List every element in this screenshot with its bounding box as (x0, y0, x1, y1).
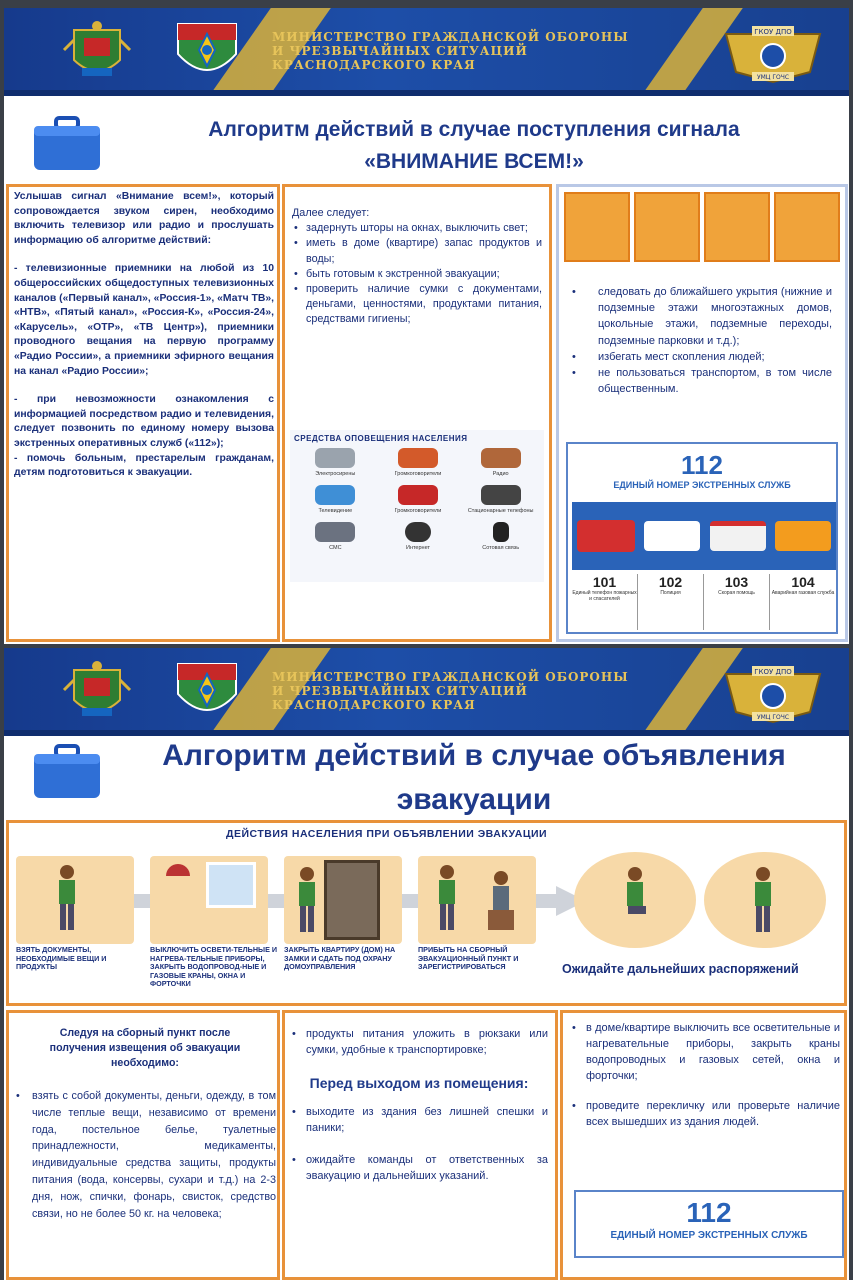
page-title: Алгоритм действий в случае поступления сигнала «ВНИМАНИЕ ВСЕМ!» (208, 118, 740, 173)
loudspeaker-icon (398, 448, 438, 468)
step-caption: ВЗЯТЬ ДОКУМЕНТЫ, НЕОБХОДИМЫЕ ВЕЩИ И ПРОДУКТЫ (16, 945, 107, 971)
list-item: • проведите перекличку или проверьте наличие всех вышедших из здания людей. (570, 1098, 840, 1130)
await-instructions: Ожидайте дальнейших распоряжений (562, 962, 799, 976)
ambulance-icon (710, 521, 766, 551)
next-steps-heading: Далее следует: (292, 207, 370, 219)
list-item: • взять с собой документы, деньги, одежду, в том числе теплые вещи, независимо от времени года, постельное белье, туалетные принадлежности, медикаменты, индивидуальные средства защиты, продукты питания (вода, консервы, сухари и т.д.) на 2-3 дня, нож, спички, фонарь, свисток, средство связи, но не более 50 кг. на человека; (14, 1088, 276, 1222)
notification-item: Сотовая связь (459, 522, 542, 551)
notification-item: Интернет (377, 522, 460, 551)
list-item: • задернуть шторы на окнах, выключить свет; (292, 221, 542, 236)
clothes-icon (704, 192, 770, 262)
service-cell: 103 Скорая помощь (704, 574, 770, 630)
mchs-shield-icon (172, 20, 242, 86)
phone-icon (481, 485, 521, 505)
action-icons-row (564, 192, 840, 262)
list-item: • избегать мест скопления людей; (570, 349, 832, 365)
actions-title: ДЕЙСТВИЯ НАСЕЛЕНИЯ ПРИ ОБЪЯВЛЕНИИ ЭВАКУАЦИИ (226, 828, 548, 840)
badge-bottom-text: УМЦ ГОЧС (756, 74, 790, 81)
emergency-112-panel (566, 442, 838, 634)
step-caption: ЗАКРЫТЬ КВАРТИРУ (ДОМ) НА ЗАМКИ И СДАТЬ ПОД ОХРАНУ ДОМОУПРАВЛЕНИЯ (284, 945, 396, 971)
list-item: • в доме/квартире выключить все осветительные и нагревательные приборы, закрыть краны водопроводных и газовых сетей, окна и форточки; (570, 1020, 840, 1084)
emergency-label: ЕДИНЫЙ НОМЕР ЭКСТРЕННЫХ СЛУЖБ (610, 1230, 808, 1241)
emergency-112-panel (574, 1190, 844, 1258)
column-right-text (570, 284, 832, 397)
megaphone-icon (398, 485, 438, 505)
step-caption: ПРИБЫТЬ НА СБОРНЫЙ ЭВАКУАЦИОННЫЙ ПУНКТ И ЗАРЕГИСТРИРОВАТЬСЯ (418, 945, 519, 971)
service-cell: 101 Единый телефон пожарных и спасателей (572, 574, 638, 630)
list-item: • иметь в доме (квартире) запас продуктов и воды; (292, 236, 542, 266)
emergency-number: 112 (681, 450, 723, 480)
step-evacuation-point (418, 856, 536, 944)
header-band (4, 8, 849, 96)
await-walking (704, 852, 826, 948)
mchs-shield-icon (172, 660, 242, 726)
door-icon (324, 860, 380, 940)
notification-item: Телевидение (294, 485, 377, 514)
supplies-icon (774, 192, 840, 262)
radio-icon (481, 448, 521, 468)
notification-title: СРЕДСТВА ОПОВЕЩЕНИЯ НАСЕЛЕНИЯ (294, 434, 468, 443)
person-icon (54, 864, 80, 934)
page-title: Алгоритм действий в случае объявления эвакуации (162, 739, 786, 816)
notification-item: СМС (294, 522, 377, 551)
sms-truck-icon (315, 522, 355, 542)
await-sitting (574, 852, 696, 948)
lamp-icon (166, 864, 190, 876)
notification-item: Электросирены (294, 448, 377, 477)
list-item: • не пользоваться транспортом, в том числе общественным. (570, 365, 832, 397)
column-right-text (570, 1020, 840, 1130)
list-item: • продукты питания уложить в рюкзаки или сумки, удобные к транспортировке; (290, 1026, 548, 1058)
list-item: • выходите из здания без лишней спешки и паники; (290, 1104, 548, 1136)
badge-top-text: ГКОУ ДПО (754, 668, 792, 676)
training-center-badge-icon (718, 20, 828, 86)
column-left-text (14, 1088, 276, 1222)
service-cell: 104 Аварийная газовая служба (771, 574, 835, 596)
window-icon (634, 192, 700, 262)
list-item: • быть готовым к экстренной эвакуации; (292, 267, 542, 282)
step-turn-off-appliances (150, 856, 268, 944)
help-paragraph: - помочь больным, престарелым гражданам, детям подготовиться к эвакуации. (14, 452, 274, 479)
column-middle-text (290, 1026, 548, 1184)
emergency-label: ЕДИНЫЙ НОМЕР ЭКСТРЕННЫХ СЛУЖБ (613, 480, 791, 490)
ministry-name: МИНИСТЕРСТВО ГРАЖДАНСКОЙ ОБОРОНЫ И ЧРЕЗВЫЧАЙНЫХ СИТУАЦИЙ КРАСНОДАРСКОГО КРАЯ (272, 670, 629, 712)
tv-radio-paragraph: - телевизионные приемники на любой из 10 общероссийских общедоступных телевизионных каналов («Первый канал», «Россия-1», «Матч ТВ», «НТВ», «Пятый канал», «Россия-К», «Россия-24», «Карусель», «ОТР», «ТВ Центр»), приемники проводного вещания на первую программу «Радио России», а приемники эфирного вещания на канал «Радио России»; (14, 263, 274, 377)
poster-alert-signal (4, 8, 849, 644)
emergency-vehicles (572, 502, 836, 570)
header-band (4, 648, 849, 736)
internet-icon (405, 522, 431, 542)
person-icon (750, 866, 776, 936)
emergency-number: 112 (686, 1197, 732, 1228)
notification-item: Громкоговорители (377, 448, 460, 477)
siren-icon (315, 448, 355, 468)
badge-top-text: ГКОУ ДПО (754, 28, 792, 36)
assembly-heading: Следуя на сборный пункт после получения извещения об эвакуации необходимо: (49, 1027, 241, 1069)
badge-bottom-text: УМЦ ГОЧС (756, 714, 790, 721)
briefcase-icon (32, 116, 102, 172)
briefcase-icon (32, 744, 102, 800)
ministry-name: МИНИСТЕРСТВО ГРАЖДАНСКОЙ ОБОРОНЫ И ЧРЕЗВЫЧАЙНЫХ СИТУАЦИЙ КРАСНОДАРСКОГО КРАЯ (272, 30, 629, 72)
list-item: • ожидайте команды от ответственных за эвакуацию и дальнейших указаний. (290, 1152, 548, 1184)
fire-truck-icon (577, 520, 635, 552)
notification-item: Радио (459, 448, 542, 477)
tv-icon (315, 485, 355, 505)
next-steps-list (292, 221, 542, 327)
training-center-badge-icon (718, 660, 828, 726)
curtains-icon (564, 192, 630, 262)
krasnodar-coat-of-arms-icon (62, 20, 132, 86)
column-middle-text (292, 206, 542, 328)
notification-grid (294, 448, 542, 551)
person-icon (622, 866, 648, 936)
list-item: • проверить наличие сумки с документами, деньгами, ценностями, продуктами питания, средствами гигиены; (292, 282, 542, 328)
notification-item: Громкоговорители (377, 485, 460, 514)
before-exit-heading: Перед выходом из помещения: (309, 1075, 529, 1091)
krasnodar-coat-of-arms-icon (62, 660, 132, 726)
service-cell: 102 Полиция (638, 574, 704, 630)
mobile-phone-icon (493, 522, 509, 542)
call-112-paragraph: - при невозможности ознакомления с информацией посредством радио и телевидения, следует позвонить по единому номеру вызова экстренных оперативных служб («112»); (14, 394, 274, 449)
step-lock-apartment (284, 856, 402, 944)
police-car-icon (644, 521, 700, 551)
service-numbers (572, 574, 836, 630)
list-item: • следовать до ближайшего укрытия (нижние и подземные этажи многоэтажных домов, цокольные этажи, подземные переходы, подземные парковки и т.д.); (570, 284, 832, 349)
official-icon (488, 870, 514, 940)
intro-paragraph: Услышав сигнал «Внимание всем!», который сопровождается звуком сирен, необходимо включить телевизор или радио и прослушать информацию об алгоритме действий: (14, 191, 274, 246)
notification-item: Стационарные телефоны (459, 485, 542, 514)
column-left-text (14, 190, 274, 481)
person-icon (434, 864, 460, 934)
poster-evacuation (4, 648, 849, 1280)
window-icon (206, 862, 256, 908)
person-icon (294, 866, 320, 936)
step-take-documents (16, 856, 134, 944)
gas-service-icon (775, 521, 831, 551)
step-caption: ВЫКЛЮЧИТЬ ОСВЕТИ-ТЕЛЬНЫЕ И НАГРЕВА-ТЕЛЬНЫЕ ПРИБОРЫ, ЗАКРЫТЬ ВОДОПРОВОД-НЫЕ И ГАЗОВЫЕ КРАНЫ, ОКНА И ФОРТОЧКИ (150, 945, 278, 988)
